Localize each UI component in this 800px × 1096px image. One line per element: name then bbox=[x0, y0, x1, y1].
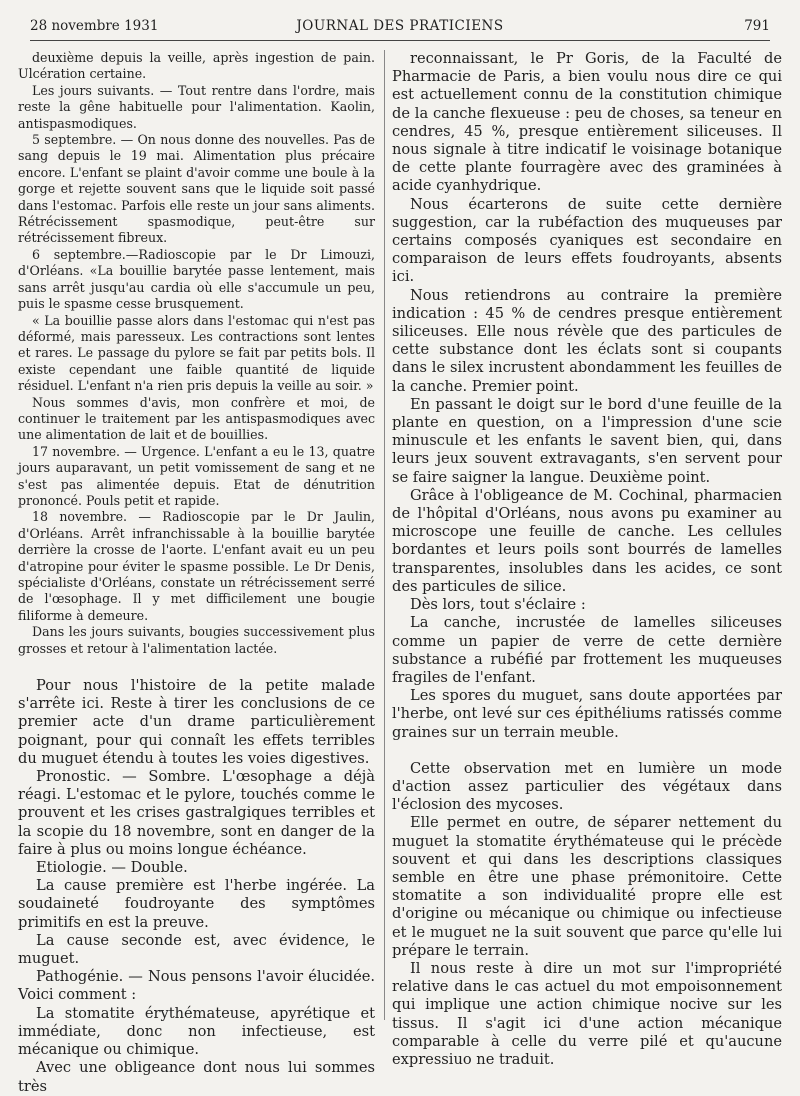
paragraph: La cause première est l'herbe ingérée. La soudaineté foudroyante des symptômes primitifs en est la preuve. bbox=[18, 877, 375, 931]
paragraph: La canche, incrustée de lamelles siliceuses comme un papier de verre de cette dernière substance a rubéfié par frottement les muqueuses fragiles de l'enfant. bbox=[392, 614, 782, 686]
right-column bbox=[392, 50, 782, 1069]
discussion bbox=[18, 677, 375, 1096]
paragraph: La cause seconde est, avec évidence, le muguet. bbox=[18, 931, 375, 968]
paragraph: Pronostic. — Sombre. L'œsophage a déjà réagi. L'estomac et le pylore, touchés comme le prouvent et les crises gastralgiques terribles et la scopie du 18 novembre, sont en danger de la faire à plus ou moins longue échéance. bbox=[18, 768, 375, 858]
paragraph: Pathogénie. — Nous pensons l'avoir élucidée. Voici comment : bbox=[18, 968, 375, 1004]
paragraph: Grâce à l'obligeance de M. Cochinal, pharmacien de l'hôpital d'Orléans, nous avons pu examiner au microscope une feuille de canche. Les cellules bordantes et leurs poils sont bourrés de lamelles transparentes, insolubles dans les acides, ce sont des particules de silice. bbox=[392, 486, 782, 595]
journal-title: JOURNAL DES PRATICIENS bbox=[296, 18, 504, 34]
paragraph: Elle permet en outre, de séparer nettement du muguet la stomatite érythémateuse qui le précède souvent et qui dans les descriptions classiques semble en être une phase prémonitoire. Cette stomatite a son individualité propre elle est d'origine ou mécanique ou chimique ou infectieuse et le muguet ne la suit souvent que parce qu'elle lui prépare le terrain. bbox=[392, 814, 782, 959]
paragraph: Les spores du muguet, sans doute apportées par l'herbe, ont levé sur ces épithéliums ratissés comme graines sur un terrain meuble. bbox=[392, 687, 782, 741]
running-header bbox=[30, 18, 770, 40]
paragraph: Il nous reste à dire un mot sur l'impropriété relative dans le cas actuel du mot empoisonnement qui implique une action chimique nocive sur les tissus. Il s'agit ici d'une action mécanique comparable à celle du verre pilé et qu'aucune expressiuo ne traduit. bbox=[392, 959, 782, 1068]
paragraph: Avec une obligeance dont nous lui sommes très bbox=[18, 1059, 375, 1095]
page-number: 791 bbox=[744, 18, 770, 34]
paragraph: Dès lors, tout s'éclaire : bbox=[410, 596, 586, 614]
paragraph: 6 septembre.—Radioscopie par le Dr Limouzi, d'Orléans. «La bouillie barytée passe lentement, mais sans arrêt jusqu'au cardia où elle s'accumule un peu, puis le spasme cesse brusquement. bbox=[18, 246, 375, 312]
section-gap bbox=[392, 742, 782, 760]
paragraph: 5 septembre. — On nous donne des nouvelles. Pas de sang depuis le 19 mai. Alimentation plus précaire encore. L'enfant se plaint d'avoir comme une boule à la gorge et rejette souvent sans que le liquide soit passé dans l'estomac. Parfois elle reste un jour sans aliments. Rétrécissement spasmodique, peut-être sur rétrécissement fibreux. bbox=[18, 132, 375, 246]
paragraph: deuxième depuis la veille, après ingestion de pain. Ulcération certaine. bbox=[18, 50, 375, 82]
paragraph: 18 novembre. — Radioscopie par le Dr Jaulin, d'Orléans. Arrêt infranchissable à la bouillie barytée derrière la crosse de l'aorte. L'enfant avait eu un peu d'atropine pour éviter le spasme possible. Le Dr Denis, spécialiste d'Orléans, constate un rétrécissement serré de l'œsophage. Il y met difficilement une bougie filiforme à demeure. bbox=[18, 509, 375, 623]
paragraph: Les jours suivants. — Tout rentre dans l'ordre, mais reste la gêne habituelle pour l'alimentation. Kaolin, antispasmodiques. bbox=[18, 82, 375, 131]
column-divider bbox=[384, 50, 385, 1020]
paragraph: 17 novembre. — Urgence. L'enfant a eu le 13, quatre jours auparavant, un petit vomissement de sang et ne s'est pas alimentée depuis. Etat de dénutrition prononcé. Pouls petit et rapide. bbox=[18, 443, 375, 508]
paragraph: Etiologie. — Double. bbox=[36, 859, 188, 877]
paragraph: Cette observation met en lumière un mode d'action assez particulier des végétaux dans l'éclosion des mycoses. bbox=[392, 759, 782, 814]
paragraph: Dans les jours suivants, bougies successivement plus grosses et retour à l'alimentation lactée. bbox=[18, 624, 375, 656]
case-notes bbox=[18, 50, 375, 657]
header-rule bbox=[30, 40, 770, 41]
paragraph: En passant le doigt sur le bord d'une feuille de la plante en question, on a l'impression d'une scie minuscule et les enfants le savent bien, qui, dans leurs jeux souvent extravagants, s'en servent pour se faire saigner la langue. Deuxième point. bbox=[392, 395, 782, 486]
issue-date: 28 novembre 1931 bbox=[30, 18, 159, 34]
paragraph: Pour nous l'histoire de la petite malade s'arrête ici. Reste à tirer les conclusions de ce premier acte d'un drame particulièrement poignant, pour qui connaît les effets terribles du muguet étendu à toutes les voies digestives. bbox=[18, 677, 375, 767]
paragraph: Nous sommes d'avis, mon confrère et moi, de continuer le traitement par les antispasmodiques avec une alimentation de lait et de bouillies. bbox=[18, 394, 375, 443]
paragraph: La stomatite érythémateuse, apyrétique et immédiate, donc non infectieuse, est mécanique ou chimique. bbox=[18, 1004, 375, 1059]
paragraph: « La bouillie passe alors dans l'estomac qui n'est pas déformé, mais paresseux. Les contractions sont lentes et rares. Le passage du pylore se fait par petits bols. Il existe cependant une faible quantité de liquide résiduel. L'enfant n'a rien pris depuis la veille au soir. » bbox=[18, 312, 375, 394]
left-column bbox=[18, 50, 375, 1096]
paragraph: Nous écarterons de suite cette dernière suggestion, car la rubéfaction des muqueuses par certains composés cyaniques est secondaire en comparaison de leurs effets foudroyants, absents ici. bbox=[392, 195, 782, 286]
paragraph: Nous retiendrons au contraire la première indication : 45 % de cendres presque entièrement siliceuses. Elle nous révèle que des particules de cette substance dont les éclats sont si coupants dans le silex incrustent abondamment les feuilles de la canche. Premier point. bbox=[392, 286, 782, 395]
paragraph: reconnaissant, le Pr Goris, de la Faculté de Pharmacie de Paris, a bien voulu nous dire ce qui est actuellement connu de la constitution chimique de la canche flexueuse : peu de choses, sa teneur en cendres, 45 %, presque entièrement siliceuses. Il nous signale à titre indicatif le voisinage botanique de cette plante fourragère avec des graminées à acide cyanhydrique. bbox=[392, 50, 782, 195]
